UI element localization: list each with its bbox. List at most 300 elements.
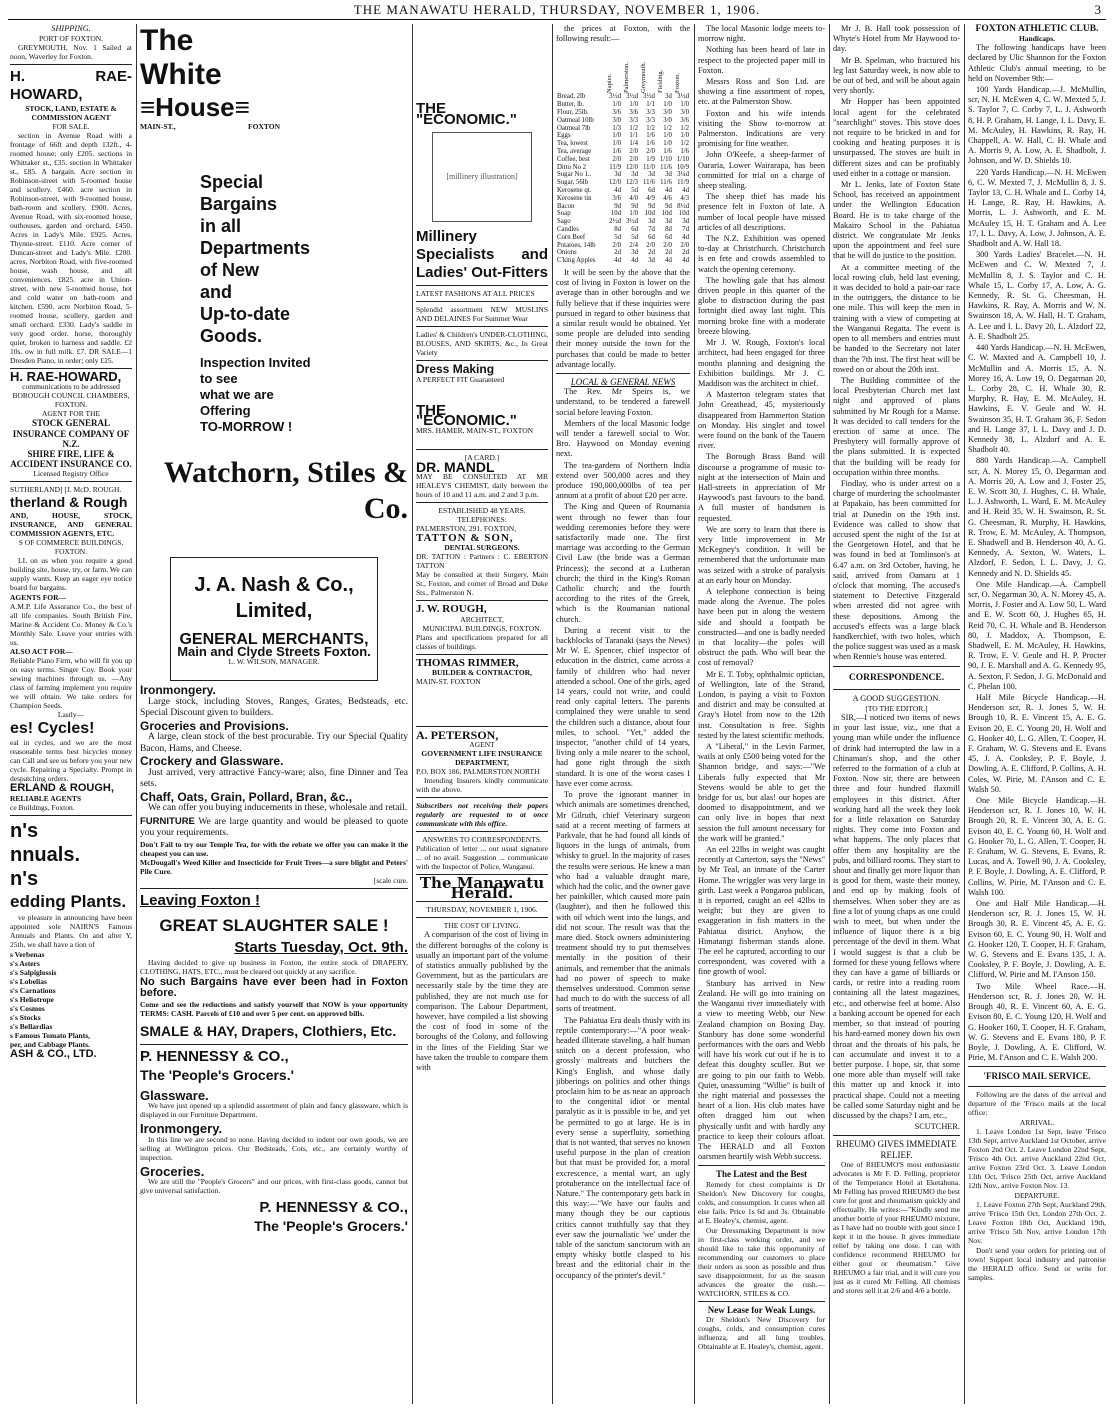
handicap-event: One Mile Handicap.—A. Campbell scr, O. Negarman 30, A. N. Morey 45, A. Morris, J. Foster and A. Low 50, L. Ward and E. W. Scott 60, J. Hughes 65, H. Reid 70, C. H. Whale and B. Henderson 80, J. Maddox, A. Thompson, E. Shadwell, E. M. McAuley, H. Hawkins, R. Trow, E. V. Geule and H. P. Procter 90, J. E. Marshall and A. G. Kennedy 95, A. Sexton, F. Sedon, J. G. McDonald and C. Phelan 100. <box>968 579 1106 691</box>
price-cell: 12/0 <box>608 179 622 187</box>
price-cell: 1/0 <box>612 132 622 140</box>
price-cell: 3d <box>665 171 672 179</box>
price-row <box>556 109 690 117</box>
no-such-bargains: No such Bargains have ever been had in Foxton before. <box>140 975 408 999</box>
price-cell: 8½d <box>677 202 689 210</box>
ins-company-2: SHIRE FIRE, LIFE & ACCIDENT INSURANCE CO. <box>10 449 132 470</box>
letter-title: A GOOD SUGGESTION. <box>852 693 941 703</box>
agent2-text: communications to be addressed BOROUGH COUNCIL CHAMBERS, FOXTON. <box>12 382 130 410</box>
come-and-see: Come and see the reductions and satisfy yourself that NOW is your opportunity TERMS: CASH. Parcels of £10 and over 5 per cent. on approved bills. <box>140 999 408 1018</box>
news-item: Stanbury has arrived in New Zealand. He will go into training on the Wanganui river immediately with a view to meeting Webb, our New Zealand champion on Boxing Day. Stanbury has done some wonderful performances with the oars and Webb will have his work cut out if he is to defeat this doughty sculler. But we are going to pin our faith to Webb. Quiet, unassuming "Willie" is built of the right material and possesses the heart of a lion. His club mates have often dragged him out when physically unfit and with hardly any practice to keep their colours afloat. The HERALD and all Foxton oarsmen heartily wish Webb success. <box>698 978 825 1162</box>
plants-list <box>10 950 132 1049</box>
price-cell: 9d <box>665 202 672 210</box>
furniture-line: FURNITURE We are large quantity and would be pleased to quote you your requirements. <box>140 815 408 838</box>
firm2-address: ce Buildings, Foxton. <box>10 802 75 812</box>
price-cell: 1/0 <box>629 210 639 218</box>
special-bargains-line: Special <box>200 172 264 192</box>
price-cell: 1/0 <box>663 132 672 140</box>
price-cell: 2½d <box>609 218 622 226</box>
price-item: Oatmeal 10lb <box>557 116 594 124</box>
sale-text: Having decided to give up business in Foxton, the entire stock of DRAPERY, CLOTHING, HATS, ETC., must be cleared out quickly at any sacrifice. <box>140 957 408 976</box>
plant-list-item: s's Asters <box>10 958 40 968</box>
dental-surgeons: DENTAL SURGEONS. <box>444 543 520 553</box>
price-row <box>556 148 690 156</box>
news-item: Findlay, who is under arrest on a charge of murdering the schoolmaster at Papakaio, has been committed for trial at Dunedin on the 19th inst. Evidence was called to show that accused spent the night of the 1st at the Georgetown Hotel, and that he was found in bed at Tomlinson's at 6.47 a.m. on 3rd October, having, he said, arrived from Oamaru at 1 o'clock that morning. The accused's statement to Detective Fitzgerald when arrested did not agree with these depositions. Among the accused's effects was a large black handkerchief, with two holes, which the police suggest was used as a mask when Rennie's house was entered. <box>833 478 960 662</box>
iron1-heading: Ironmongery. <box>140 683 216 697</box>
news-item: The Pahiatua Era deals thusly with its reptile contemporary:—"A poor weak-headed illiterate staveling, a half human snitch on a decent profession, who grossly maltreats and butchers the King's English, and whose daily jibberings on politics and other things proclaim him to be as near an approach to the congenital idiot or mental paralytic as it is possible to be, and yet be permitted to go at large. He is in every sense a superfluity, something that is not wanted, that serves no known useful purpose in the plan of creation but that must be provided for, a moral excrescence, a mental wart, an ugly protuberance on the intellectual face of Nature." The contemporary gets back in this way:—"We have our faults and many though they be our captious critics cannot truthfully say that they ever saw the journalistic 'we' under the table of the sanctum sanctorum with an empty whisky bottle clasped to his breast and the editorial chair in the occupancy of the printer's devil." <box>556 1015 690 1280</box>
letter-signature: SCUTCHER. <box>914 1122 960 1132</box>
special-bargains <box>140 131 408 435</box>
price-cell: 1/2 <box>680 140 689 148</box>
news-item: Mr J. W. Rough, Foxton's local architect, had been engaged for three months planning and designing the Exhibition buildings. Mr J. C. Maddison was the architect in chief. <box>698 338 825 388</box>
printing-notice: Don't send your orders for printing out of town! Support local industry and patronise the HERALD office. Send or write for samples. <box>968 1245 1106 1282</box>
price-cell: 11/6 <box>643 179 655 187</box>
price-cell: 5d <box>631 186 639 194</box>
firm-address: S OF COMMERCE BUILDINGS, FOXTON. <box>18 538 124 557</box>
news-item: A "Liberal," in the Levin Farmer, wails at only £500 being voted for the Shannon bridge, and says:—"We Liberals fully expected that Mr Stevens would be able to get the bridge for us, but alas! our hopes are doomed to disappointment, and we can only live in hopes that next session the full amount necessary for the work will be granted." <box>698 742 825 843</box>
special-bargains-list <box>200 171 408 347</box>
news-item: The King and Queen of Roumania went through no fewer than four wedding ceremonies before they were satisfactorily made one. The first marriage was according to the German Civil Law (the bride was a German Princess); the second at a Lutheran church; the third in the King's Roman Catholic church; and the fourth according to the rites of the Greek, which is the Roumanian national church. <box>556 502 690 624</box>
established: ESTABLISHED 48 YEARS. <box>438 506 526 516</box>
mcdougall: McDougall's Weed Killer and Insecticide for Fruit Trees—a sure blight and Peters' Pile Cure. <box>140 857 408 876</box>
subscribers-notice: Subscribers not receiving their papers regularly are requested to at once communicate with this office. <box>416 801 548 829</box>
price-cell: 3½d <box>642 93 655 101</box>
cycles-text: eal in cycles, and we are the most reasonable terms best bicycles money can Call and see us before you your new cycle. Repairing a Specialty. Prompt in despatching orders. <box>10 738 132 784</box>
handicaps-intro: The following handicaps have been declared by Ulic Shannon for the Foxton Athletic Club's annual meeting, to be held on November 9th:— <box>968 43 1106 83</box>
column-economic-cards <box>416 24 548 1404</box>
muslins: Splendid assortment NEW MUSLINS AND DELAINES For Summer Wear <box>416 305 548 324</box>
column-rule <box>829 24 830 1404</box>
crock-text: Just arrived, very attractive Fancy-ware; also, fine Dinner and Tea sets. <box>140 767 408 789</box>
price-item: Kerosene qt. <box>557 186 592 194</box>
news-item: Mr L. Jenks, late of Foxton State School, has received an appointment under the Wellington Education Board. He is to take charge of the Makairo School in the Pahiatua district. We congratulate Mr Jenks upon the appointment and feel sure that he will do justice to the position. <box>833 180 960 261</box>
price-cell: 4d <box>682 233 689 241</box>
price-cell: 2/0 <box>612 241 622 249</box>
firm-partners: SUTHERLAND] [J. McD. ROUGH. <box>10 485 122 495</box>
price-row <box>556 140 690 148</box>
price-row <box>556 125 690 133</box>
price-cell: 1/9 <box>646 155 655 163</box>
news-item: John O'Keefe, a sheep-farmer of Oararia, Lower Wairarapa, has been committed for trial on a charge of sheep stealing. <box>698 150 825 191</box>
agent2-name: H. RAE-HOWARD, <box>10 369 122 385</box>
dress-making: Dress Making <box>416 362 495 377</box>
shipping-heading: SHIPPING. <box>51 24 91 33</box>
also-text: Reliable Piano Firm, who will fit you up on easy terms. Singer Coy. Book your sewing machines through us. —Any class of farming implement you require we will obtain. We take orders for Champion Seeds. <box>10 656 132 711</box>
chaff-text: We can offer you buying inducements in these, wholesale and retail. <box>148 803 408 813</box>
price-cell: 3½d <box>626 218 639 226</box>
economic-heading-2: THE "ECONOMIC." <box>416 401 517 429</box>
millinery-illustration: [millinery illustration] <box>432 132 532 222</box>
rough-text: Plans and specifications prepared for all classes of buildings. <box>416 632 548 651</box>
price-cell: 10d <box>610 210 622 218</box>
news-item: Mr Hopper has been appointed local agent for the celebrated "searchlight" stoves. This stove does not require to be bricked in and for cooking and heating purposes it is unsurpassed. The stoves are built in different sizes and can be profitably used either in a cottage or mansion. <box>833 97 960 178</box>
price-cell: 12/3 <box>625 179 639 187</box>
athletic-club-heading: FOXTON ATHLETIC CLUB. <box>975 24 1099 34</box>
price-cell: 3/3 <box>646 116 655 124</box>
handicaps-heading: Handicaps. <box>1018 34 1056 44</box>
latest-best-heading: The Latest and the Best <box>715 1169 807 1180</box>
price-cell: 5d <box>631 233 639 241</box>
price-cell: 1/0 <box>680 132 689 140</box>
price-cell: 6d <box>665 233 672 241</box>
price-cell: 8d <box>614 225 622 233</box>
firm-sub: AND, HOUSE, STOCK, INSURANCE, AND GENERAL COMMISSION AGENTS, ETC. <box>10 511 132 539</box>
special-bargains-line: in all <box>200 216 242 236</box>
plant-list-item: s's Lobelias <box>10 976 47 986</box>
price-cell: 4d <box>682 257 689 265</box>
price-cell: 3/0 <box>612 116 622 124</box>
inspection-line: what we are <box>200 387 274 402</box>
price-cell: 1/1 <box>646 101 655 109</box>
tatton-text: May be consulted at their Surgery, Main St., Foxton, and corner of Broad and Duke Sts., Palmerston N. <box>416 570 548 598</box>
news-item: An eel 22lbs in weight was caught recently at Carterton, says the "News" by Mr Teal, an inmate of the Carter Home. The wriggler was very large in girth. Last week a Pongaroa publican, it is reported, caught an eel 42lbs in weight; but they are given to exaggeration in fish matters in the Pahiatua district. Anyhow, the Himatangi fisherman stands alone. The eel he captured, according to our correspondent, was covered with a fine growth of wool. <box>698 845 825 977</box>
price-cell: 10d <box>644 210 655 218</box>
price-cell: 4d <box>614 257 622 265</box>
price-cell: 4/6 <box>663 194 672 202</box>
price-cell: 1/0 <box>612 101 622 109</box>
price-cell: 3/0 <box>663 116 672 124</box>
agent-line: STOCK, LAND, ESTATE & COMMISSION AGENT <box>25 104 117 123</box>
cycles-heading: es! Cycles! <box>10 720 95 738</box>
price-cell: 1/6 <box>680 147 689 155</box>
ins-company: STOCK GENERAL INSURANCE COMPANY OF N.Z. <box>12 418 130 449</box>
for-sale-text: section in Avenue Road with a frontage of 66ft and depth 132ft., 4-roomed house; only £205. sections in Whittaker st., £35. section in Whittaker st., £85. A bargain. Acre section in Robinson-street with 5-roomed house and scullery. £460. acre section in Robinson-street, with 9-roomed house, bath-room and scullery. £900. Acres, Avenue Road, with six-roomed house, outhouses, garden and orchard, £450. Acres in Lady's Mile. £925. Acres, Thynne-street. £110. Acre corner of Duncan-street and Lady's Mile. £200. acres, Norbiton Road, with five-roomed house, wash house, and all conveniences. £825. acre in Union-street, with new 5-roomed house, hot and cold water on bath-room and kitchen. £590. acre Norbiton Road, 5-roomed house, scullery, garden and small orchard. £330. Lady's saddle in very good order. horse, thoroughly quiet, broken to harness and saddle. £2 10s. ow in full milk. £7. DR SALE—1 Dresden Piano, in order; only £25. <box>10 131 132 366</box>
price-cell: 11/6 <box>660 163 672 171</box>
nash-box <box>170 557 378 681</box>
correspondence-heading: CORRESPONDENCE. <box>848 672 945 683</box>
also-for: ALSO ACT FOR— <box>10 647 73 657</box>
ins-agent: AGENT FOR THE <box>41 409 101 419</box>
price-cell: 1/10 <box>659 155 672 163</box>
scale-cure: [scale cure. <box>373 875 408 885</box>
telephone-line: PALMERSTON, 291. FOXTON, <box>416 524 517 534</box>
price-item: Butter, lb. <box>557 101 585 109</box>
column-advertisements <box>140 24 408 1404</box>
hennessy2-tag: The 'People's Grocers.' <box>254 1218 408 1234</box>
price-cell: 1/4 <box>629 140 639 148</box>
nash-name: J. A. Nash & Co., Limited, <box>194 574 354 622</box>
handicap-event: One Mile Bicycle Handicap.—H. Henderson scr, R. J. Jones 10, W. H. Brough 20, R. E. Vincent 30, A. E. G. Evison 40, E. C. Young 60, H. Wolf and G. Hooker 70, L. G. Allen, T. Cooper, H. F. Graham, W. G. Stevens, E. Evans, R. Lucas, and A. Towell 90, J. A. Cooksley, P. F. Boyle, J. Dowling, A. E. Clifford, P. Collins, W. Pirie, M. I'Anson and C. E. Walsh 100. <box>968 796 1106 897</box>
price-cell: 6d <box>648 186 655 194</box>
price-cell: 3/6 <box>612 194 622 202</box>
firm2-name: ERLAND & ROUGH, <box>10 782 114 795</box>
price-item: Soap <box>557 210 571 218</box>
inspection-line: Offering <box>200 403 251 418</box>
news-item: Messrs Ross and Son Ltd. are showing a fine assortment of ropes, etc. at the Palmerston Show. <box>698 77 825 107</box>
handicap-event: 440 Yards Handicap.—N. H. McEwen, C. W. Maxted and A. Campbell 10, J. McMullin and A. Morris 15, A. N. Morey 16, A. Low 19, O. Degarman 20, L. Corby 28, C. H. Whale 30, R. Murphy, R. Hay, E. M. McAuley, H. Hawkins, E. V. Geule and W. H. Swainson 35, H. T. Graham 36, F. Sedon and H. Lange 37, I. L. Davy and J. D. Kennedy 38, L. Alzdorf and A. E. Shadbolt 40. <box>968 343 1106 455</box>
iron2-heading: Ironmongery. <box>140 1121 223 1136</box>
news-item: Mr E. T. Toby, ophthalmic optician, of Wellington, late of the Strand, London, is paying a visit to Foxton and district and may be consulted at Gray's Hotel from now to the 12th inst. Consultation is free. Sights tested by the latest scientific methods. <box>698 669 825 740</box>
price-cell: 2/0 <box>629 147 639 155</box>
correspondents-text: Publication of letter ... our usual signature ... of no avail. Suggestion ... communicate with the Inspector of Police, Wanganui. <box>416 844 548 872</box>
page-number: 3 <box>1094 2 1102 17</box>
price-row <box>556 171 690 179</box>
price-cell: 1/6 <box>663 147 672 155</box>
price-row <box>556 117 690 125</box>
price-cell: 10d <box>661 210 672 218</box>
price-cell: 1/0 <box>612 140 622 148</box>
rheumo-text: One of RHEUMO'S most enthusiastic advocates is Mr F. D. Felling, proprietor of the Temperance Hotel at Eketahuna. Mr Felling has proved RHEUMO the best cure for gout and rheumatism quickly and effectually. He writes:—"Kindly send me another bottle of your RHEUMO mixture, as I have had no trouble with gout since I kept it in the house. It gives immediate relief by taking one dose. I can with confidence recommend RHEUMO for either gout or rheumatism." Give RHEUMO a fair trial, and it will cure you just as it cured Mr Felling. All chemists and stores sell it at 2/6 and 4/6 a bottle. <box>833 1159 960 1295</box>
masthead <box>8 2 1106 20</box>
special-bargains-line: Departments <box>200 238 311 258</box>
price-column-header: Palmerston. <box>623 62 631 94</box>
news-item: Foxton and his wife intends visiting the Show to-morrow at Palmerston. Indications are very promising for fine weather. <box>698 108 825 149</box>
underclothing: Ladies' & Children's UNDER-CLOTHING, BLOUSES, AND SKIRTS, &c., In Great Variety <box>416 330 548 358</box>
price-item: Kerosene tin <box>557 194 592 202</box>
handicap-event: 220 Yards Handicap.—N. H. McEwen 6, C. W. Mexted 7, J. McMullin 8, J. S. Taylor 13, C. H. Whale and L. Corby 14, H. Lange, R. Ray, H. Hawkins, A. Morris, L. J. Ashworth, and E. M. McAuley 15, H. T. Graham and A. Lee 17, I. L. Davy, A. Low, J. Johnson, A. E. Shadbolt and A. W. Hall 18. <box>968 167 1106 249</box>
handicap-event: One and Half Mile Handicap.—H. Henderson scr, R. J. Jones 15, W. H. Brough 30, R. E. Vincent 45, A. E. G. Evison 60, E. C. Young 90, H. Wolf and G. Hooker 120, T. Cooper, H. F. Graham, W. G. Stevens and E. Evans 135, J. A. Cooksley, P. F. Boyle, J. Dowling, A. E. Clifford, W. Pirie and M. I'Anson 150. <box>968 899 1106 980</box>
price-cell: 5d <box>614 233 622 241</box>
herald-title: The Manawatu Herald. <box>419 874 545 903</box>
price-cell: 2/0 <box>646 147 655 155</box>
price-cell: 3/0 <box>663 109 672 116</box>
price-cell: 3¼d <box>677 171 689 179</box>
peterson-agent: AGENT <box>469 740 495 750</box>
price-cell: 3/6 <box>680 116 689 124</box>
ad-b: nnuals. <box>10 843 81 866</box>
watchorn-banner: Watchorn, Stiles & Co. <box>163 456 408 525</box>
price-cell: 1/2 <box>629 124 639 132</box>
price-cell: 3½d <box>609 93 622 101</box>
new-lease-text: Dr Sheldon's New Discovery for coughs, colds, and consumption cures influenza, and all lung troubles. Obtainable at E. Healey's, chemist, agent. <box>698 1314 825 1351</box>
local-news-heading: LOCAL & GENERAL NEWS <box>570 376 676 387</box>
price-cell: 4d <box>614 186 622 194</box>
price-cell: 2d <box>614 249 622 257</box>
price-cell: 10/9 <box>676 163 689 171</box>
news-item: To prove the ignorant manner in which animals are sometimes drenched, Mr Gilruth, chief Veterinary surgeon said at a recent meeting of farmers at Parkvale, that he had found all kinds of liquors in the lungs of animals, from whisky to gruel. In the majority of cases the results were serious. He knew a man who had a valuable draught mare, which had the colic, and the owner gave her painkiller, which caused more pain (laughter), and then he followed this with oil which went into the lungs, and did not scour. The result was that the mare died. Stock owners administering treatment should try to put themselves mentally in the position of their animals, and remember that the animals had no power of speech to make themselves understood. Common sense had much to do with the success of all sorts of treatment. <box>556 790 690 1014</box>
latest-fashions: LATEST FASHIONS AT ALL PRICES <box>416 289 535 299</box>
price-item: Flour, 25lb. <box>557 109 589 116</box>
price-item: Corn Beef <box>557 233 586 241</box>
arrival-text: 1. Leave London 1st Sept, leave 'Frisco 13th Sept, arrive Auckland 1st October, arrive Foxton 2nd Oct. 2. Leave London 22nd Sept, 'Frisco 4th Oct. arrive Auckland 22nd Oct, arrive Foxton 23rd Oct. 3. Leave London 13th Oct, 'Frisco 25th Oct, arrive Auckland 12th Nov., arrive Foxton Nov. 13. <box>968 1126 1106 1190</box>
new-lease-heading: New Lease for Weak Lungs. <box>707 1304 816 1315</box>
peterson-text: Intending Insurers kindly communicate with the above. <box>416 776 548 795</box>
dr-mandl-text: MAY BE CONSULTED AT MR HEALEY'S CHEMIST, daily between the hours of 10 and 11 a.m. and 2 and 3 p.m. <box>416 472 548 500</box>
price-cell: 3d <box>648 257 655 265</box>
letter-to-editor: [TO THE EDITOR.] <box>865 704 928 713</box>
white-house-title: The White <box>140 24 222 91</box>
arrival-heading: ARRIVAL. <box>1019 1117 1055 1127</box>
column-athletics-mail <box>968 24 1106 1404</box>
for-sale-heading: FOR SALE. <box>52 122 90 132</box>
price-item: Tea, lowest <box>557 140 588 148</box>
price-item: C'king Apples <box>557 257 596 265</box>
tatton-partners: DR. TATTON : Partners : C. EBERTON TATTON <box>416 552 548 571</box>
price-cell: 3½d <box>677 93 689 101</box>
leaving-foxton: Leaving Foxton ! <box>140 891 260 909</box>
news-item: Nothing has been heard of late in respect to the projected paper mill in Foxton. <box>698 45 825 75</box>
price-cell: 9d <box>631 202 639 210</box>
temple-tea: Don't Fail to try our Temple Tea, for with the rebate we offer you can make it the cheapest you can use. <box>140 839 408 858</box>
nash-address: Main and Clyde Streets Foxton. <box>177 643 371 659</box>
price-cell: 4d <box>631 257 639 265</box>
price-cell: 1/10 <box>676 155 689 163</box>
price-cell: 8d <box>665 225 672 233</box>
special-bargains-line: of New <box>200 260 260 280</box>
price-table <box>556 45 690 265</box>
price-cell: 1/6 <box>646 140 655 148</box>
price-column-header: Foxton. <box>673 73 681 94</box>
frisco-intro: Following are the dates of the arrival and departure of the 'Frisco mails at the local office: <box>968 1089 1106 1117</box>
price-row <box>556 132 690 140</box>
handicap-event: 100 Yards Handicap.—J. McMullin, scr, N. H. McEwen 4, C. W. Mexted 5, J. S. Taylor 7, C. Corby 7, L. J. Ashworth 8, H. P. Graham, H. Lange, I. L. Davy, E. M. McAuley, H. Hawkins, R. Ray, H. Chappell, A. W. Hall, C. H. Whale and A. Morris 9, A. Low, A. E. Shadbolt, J. Johnson, and W. D. Shields 10. <box>968 85 1106 166</box>
news-item: The N.Z. Exhibition was opened to-day at Christchurch. Christchurch is en fete and crowds assembled to watch the opening ceremony. <box>698 234 825 274</box>
news-item: The sheep thief has made his presence felt in Foxton of late. A number of local people have missed articles of all descriptions. <box>698 192 825 232</box>
white-house-address: MAIN-ST., FOXTON <box>140 122 280 131</box>
plants-text: ve pleasure in announcing have been appointed sole NAIRN'S Famous Annuals and Plants. On and after Y, 25th, we shall have a tion of <box>10 912 132 949</box>
handicap-event: 880 Yards Handicap.—A. Campbell scr, A. N. Morey 15, O. Degarman and A. Morris 20, A. Low and J. Foster 25, E. W. Scott 30, J. Hughes, C. H. Whale, L. J. Ashworth, L. Ward, E. M. McAuley and H. Reid 35, W. H. Swainson, R. St. G. Cheesman, R. Murphy, H. Hawkins, R. Trow, E. M. McAuley, A. Thompson, E. Shadwell and B. Henderson 40, A. G. Kennedy, A. Sexton, W. Waters, L. Alzdorf, F. Sedon, I. L. Davy, J. G. Kennedy and N. D. Shields 45. <box>968 456 1106 578</box>
news-item: The Rev. Mr Speirs is, we understand, to be tendered a farewell social before leaving Foxton. <box>556 387 690 417</box>
price-cell: 7d <box>682 225 689 233</box>
price-cell: 1/0 <box>629 101 639 109</box>
departure-text: 1. Leave Foxton 27th Sept, Auckland 29th, arrive 'Frisco 15th Oct, London 27th Oct. 2. Leave Foxton 18th Oct, Auckland 19th, arrive 'Frisco 5th Nov, arrive London 17th Nov. <box>968 1199 1106 1245</box>
price-cell: 6d <box>631 225 639 233</box>
news-item: Members of the local Masonic lodge will tender a farewell social to Wor. Bro. Haywood on Monday evening next. <box>556 418 690 459</box>
news-item: The Building committee of the local Presbyterian Church met last night and approved of plans submitted by Mr Rough for a Manse. It was decided to call tenders for the erection of same at once. The Presbytery will formally approve of the plans submitted. It is expected that the building will be ready for occupation within three months. <box>833 375 960 477</box>
plant-list-item: s's Stocks <box>10 1012 41 1022</box>
price-intro: the prices at Foxton, with the following result:— <box>556 24 690 44</box>
rough-sub: ARCHITECT, <box>460 614 504 624</box>
price-cell: 10d <box>678 210 689 218</box>
news-item: Mr J. B. Hall took possession of Whyte's Hotel from Mr Haywood to-day. <box>833 24 960 54</box>
millinery-heading: Millinery Specialists and Ladies' Out-Fitters <box>416 228 548 282</box>
peterson-dept: GOVERNMENT LIFE INSURANCE DEPARTMENT, <box>421 749 543 768</box>
price-item: Eggs <box>557 132 571 140</box>
price-item: Ditto No 2 <box>557 163 587 171</box>
economic-heading: THE "ECONOMIC." <box>416 100 517 129</box>
price-item: Candles <box>557 225 579 233</box>
groc2-heading: Groceries. <box>140 1163 205 1179</box>
price-cell: 2/0 <box>629 155 639 163</box>
price-item: Oatmeal 7lb <box>557 124 591 132</box>
price-cell: 3d <box>682 218 689 226</box>
news-item: We are sorry to learn that there is very little improvement in Mr McKegney's condition. It will be remembered that the unfortunate man was seized with a stroke of paralysis at an early hour on Monday. <box>698 524 825 585</box>
column-news-3 <box>833 24 960 1404</box>
price-cell: 4/9 <box>646 194 655 202</box>
masthead-title: THE MANAWATU HERALD, THURSDAY, NOVEMBER 1, 1906. <box>353 2 761 17</box>
price-cell: 1/0 <box>663 101 672 109</box>
price-cell: 3/3 <box>646 109 655 116</box>
slaughter-sale: GREAT SLAUGHTER SALE ! <box>159 915 389 935</box>
cost-text: A comparison of the cost of living in the different boroughs of the colony is usually an important part of the volume of statistics annually published by the Government, but as the particulars are necessarily stale by the time they are published, they are not much use for comparison. The Labour Department, however, have compiled a list showing the cost of food in some of the boroughs of the Colony, and following in the lines of the Fielding Star we have taken the trouble to compare them with <box>416 930 548 1073</box>
plant-list-item: s's Bellardias <box>10 1021 53 1031</box>
price-cell: 3/6 <box>612 109 622 116</box>
price-column-header: Greymouth. <box>640 62 648 94</box>
news-item: A telephone connection is being made along the Avenue. The poles have been put in along the western side and should a footpath be constructed—and one is badly needed in that locality—the poles will obstruct the path. Who will bear the cost of removal? <box>698 586 825 668</box>
price-column-header: Fielding. <box>656 70 664 94</box>
telephones: TELEPHONES: <box>457 515 507 525</box>
price-cell: 3/6 <box>629 109 639 116</box>
groc1-text: A large, clean stock of the best procurable. Try our Special Quality Bacon, Hams, and Cheese. <box>140 732 408 754</box>
rimmer-sub: BUILDER & CONTRACTOR, <box>431 667 533 677</box>
price-summary: It will be seen by the above that the cost of living in Foxton is lower on the average than in other boroughs and we fully believe that if these inquiries were pursued in regard to other business that a similar result would be obtained. Yet some people are deluded into sending their money outside the town for the purchases that could be made to better advantage locally. <box>556 267 690 369</box>
hennessy-name: P. HENNESSY & CO., <box>140 1047 289 1065</box>
price-item: Bacon <box>557 202 575 210</box>
price-column-header: Napier. <box>606 74 613 94</box>
price-cell: 3d <box>631 249 639 257</box>
rimmer-address: MAIN-ST. FOXTON <box>416 676 481 686</box>
price-cell: 4d <box>665 186 672 194</box>
price-cell: 3/0 <box>680 109 689 116</box>
price-row <box>556 179 690 187</box>
glass-text: We have just opened up a splendid assortment of plain and fancy glassware, which is displayed in our Furniture Department. <box>140 1101 408 1119</box>
news-item: The tea-gardens of Northern India extend over 500,000 acres and they produce 190,000,000lbs of tea per annum at a profit of about £20 per acre. <box>556 460 690 501</box>
price-item: Coffee, best <box>557 155 590 163</box>
frisco-heading: 'FRISCO MAIL SERVICE. <box>983 1071 1091 1082</box>
column-news-2 <box>698 24 825 1404</box>
nash-trade: GENERAL MERCHANTS, <box>179 631 369 648</box>
price-cell: 3/3 <box>629 116 639 124</box>
plant-list-item: s Verbenas <box>10 949 45 959</box>
price-item: Onions <box>557 249 577 257</box>
price-item: Bread, 2lb <box>557 93 586 101</box>
price-row <box>556 101 690 109</box>
sale-starts: Starts Tuesday, Oct. 9th. <box>234 938 408 956</box>
inspection-invite <box>200 355 408 435</box>
iron2-text: In this line we are second to none. Having decided to indent our own goods, we are selling at Wellington prices. Our Bedsteads, Cots, etc., are certainly worthy of inspection. <box>140 1134 408 1162</box>
price-cell: 3d <box>614 171 622 179</box>
column-rule <box>136 24 137 1404</box>
column-rule <box>964 24 965 1404</box>
smale-hay: SMALE & HAY, Drapers, Clothiers, Etc. <box>140 1022 397 1039</box>
price-row <box>556 164 690 172</box>
price-row <box>556 93 690 101</box>
news-item: At a committee meeting of the local rowing club, held last evening, it was decided to hold a pair-oar race in the outriggers, the distance to be one mile. This will keep the men in training with a view of competing at the Wanganui Regatta. The event is open to all members and entries must be handed to the Secretary not later than the 7th inst. The first heat will be rowed on or about the 20th inst. <box>833 262 960 374</box>
agents-text: A.M.P. Life Assurance Co., the best of all life companies. South British Fire, Marine & Accident Co. Money & Co.'s Monthly Sale. Leave your entries with us. <box>10 602 132 648</box>
letter-body: SIR,—I noticed two items of news in your last issue, viz., one that a young man while under the influence of drink had interrupted the law in a Chinaman's shop, and the other referred to the formation of a club at Foxton. Now sir, there are between three and four hundred flaxmill employees in this district. After working hard all the week they look for a little relaxation on Saturday nights. They come into Foxton and what happens. The only places that offer them any hospitality are the pubs, and billiard rooms. They start to shout and finally get more liquor than is good for them, waste their money, and end up by making fools of themselves. When sober they are as fine a lot of young chaps as one could wish to meet, but when under the influence of liquor there is a big percentage of the devil in them. What I would suggest is that a club be formed for these young fellows where they can have a game of billiards or cards, or retire into a reading room containing all the latest magazines, etc., and otherwise feel at home. Also a banking account be opened for each member, so that instead of pouring his hard-earned money down his own throat and the throats of his pals, he can accumulate and invest it to a better purpose. I hope, sir, that some one more able than myself will take this matter up and knock it into practical shape. Could not a meeting be called some Saturday night and be discussed by the chaps? I am, etc., <box>833 713 960 1120</box>
registry-office: Licensed Registry Office <box>33 469 109 479</box>
dr-mandl: DR. MANDL <box>416 459 495 476</box>
column-rule <box>412 24 413 1404</box>
price-cell: 2d <box>682 249 689 257</box>
column-rule <box>552 24 553 1404</box>
special-bargains-line: Goods. <box>200 326 262 346</box>
correspondents-heading: ANSWERS TO CORRESPONDENTS. <box>422 835 542 845</box>
price-cell: 1/1 <box>629 132 639 140</box>
price-cell: 4d <box>682 186 689 194</box>
price-cell: 1/6 <box>612 147 622 155</box>
cost-heading: THE COST OF LIVING. <box>443 921 521 931</box>
column-cost-local-news <box>556 24 690 1404</box>
price-cell: 11/6 <box>660 179 672 187</box>
price-cell: 1/0 <box>680 101 689 109</box>
price-cell: 4/3 <box>680 194 689 202</box>
peterson-box: P.O. BOX 186, PALMERSTON NORTH <box>416 767 540 777</box>
column-rule <box>694 24 695 1404</box>
economic-address: MRS. HAMER, MAIN-ST., FOXTON <box>416 426 534 436</box>
column-shipping-agents <box>10 24 132 1404</box>
news-item: The Borough Brass Band will discourse a programme of music to-night at the intersection of Main and Hall-streets in appreciation of Mr Haywood's past favours to the band. A full muster of bandsmen is requested. <box>698 452 825 523</box>
special-bargains-line: Bargains <box>200 194 278 214</box>
herald-date: THURSDAY, NOVEMBER 1, 1906. <box>426 905 538 915</box>
perfect-fit: A PERFECT FIT Guaranteed <box>416 374 505 384</box>
handicap-event: 300 Yards Ladies' Bracelet.—N. H. McEwen and C. W. Mexted 7, J. McMullin 8, J. S. Taylor and C. H. Whale 15, L. Corby 17, A. Low, A. G. Kennedy, R. St. G. Cheesman, H. Hawkins, R. Ray, A. Morris and W. N. Swainson 18, A. W. Hall, H. T. Graham, A. Lee and I. L. Davy 20, L. Alzdorf 22, A. E. Shadbolt 25. <box>968 250 1106 341</box>
firm2-sub: RELIABLE AGENTS <box>10 793 82 803</box>
inspection-line: TO-MORROW ! <box>200 419 293 434</box>
price-cell: 11/9 <box>677 179 689 187</box>
handicap-event: Two Mile Wheel Race.—H. Henderson scr, R. J. Jones 20, W. H. Brough 40, R. E. Vincent 60, A. E. G. Evison 80, E. C. Young 120, H. Wolf and G. Hooker 160, T. Cooper, H. F. Graham, W. G. Stevens and E. Evans 180, P. F. Boyle, J. Dowling, A. E. Clifford, W. Pirie, M. I'Anson and C. E. Walsh 200. <box>968 981 1106 1063</box>
handicap-event: Half Mile Bicycle Handicap.—H. Henderson scr, R. J. Jones 5, W. H. Brough 10, R. E. Vincent 15, A. E. G. Evison 20, E. C. Young 20, H. Wolf and G. Hooker 40, L. G. Allen, T. Cooper, H. F. Graham, W. G. Stevens and E. Evans 45, J. A. Cooksley, P. F. Boyle, J. Dowling, A. E. Clifford, P. Collins, A. H. Coles, W. Pirie, M. I'Anson and C. E. Walsh 50. <box>968 693 1106 794</box>
iron1-text: Large stock, including Stoves, Ranges, Grates, Bedsteads, etc. Special Discount given to builders. <box>140 696 408 718</box>
price-row <box>556 195 690 203</box>
glass-heading: Glassware. <box>140 1087 209 1103</box>
special-bargains-line: Up-to-date <box>200 304 290 324</box>
agents-for: AGENTS FOR— <box>10 593 67 603</box>
price-cell: 3d <box>665 93 672 101</box>
chaff-heading: Chaff, Oats, Grain, Pollard, Bran, &c., <box>140 789 353 804</box>
hennessy2-name: P. HENNESSY & CO., <box>259 1199 408 1216</box>
plant-list-item: per, and Cabbage Plants. <box>10 1039 90 1049</box>
